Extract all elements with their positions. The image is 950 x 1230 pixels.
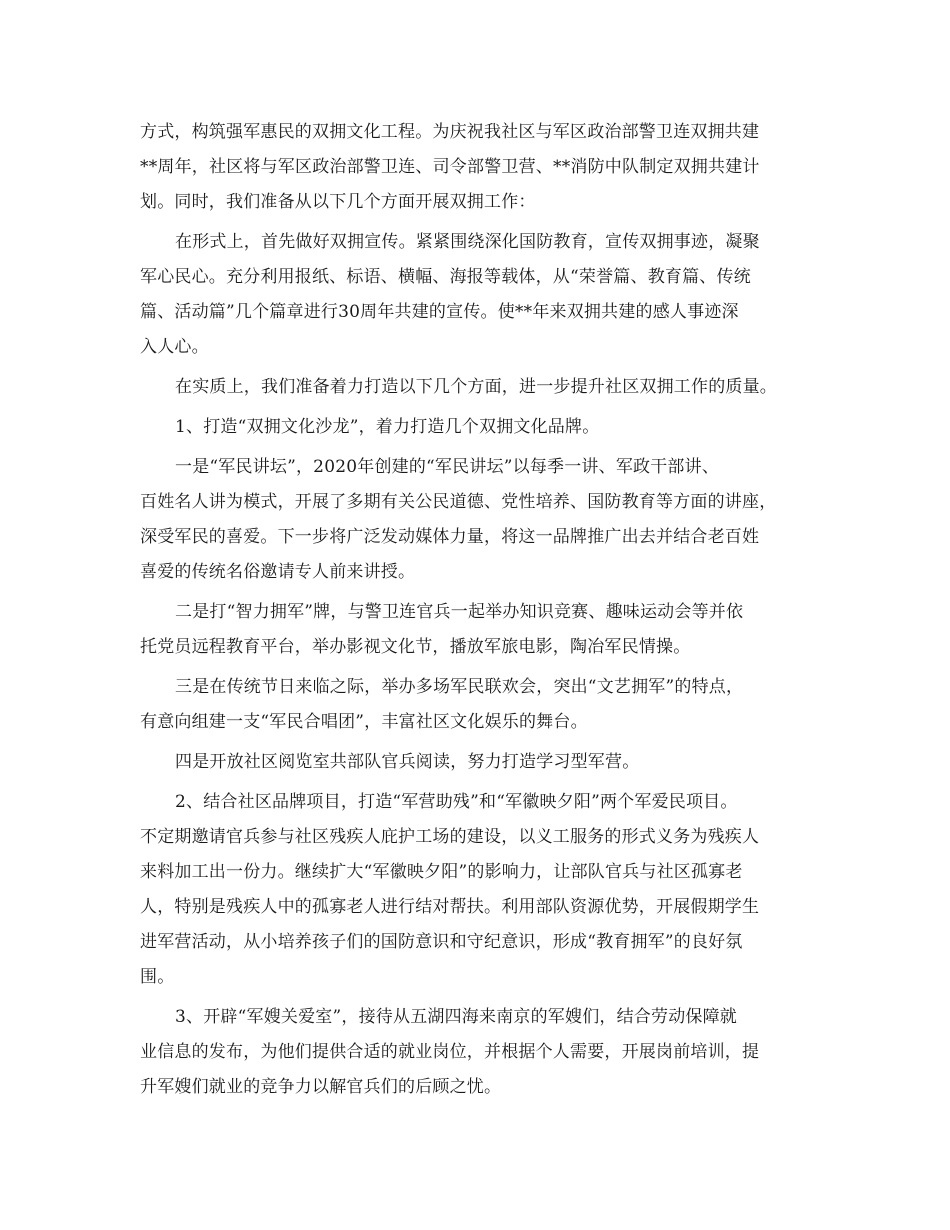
text-line: **周年，社区将与军区政治部警卫连、司令部警卫营、**消防中队制定双拥共建计 xyxy=(140,157,760,177)
text-line: 一是“军民讲坛”，2020年创建的“军民讲坛”以每季一讲、军政干部讲、 xyxy=(175,457,720,477)
text-line: 3、开辟“军嫂关爱室”，接待从五湖四海来南京的军嫂们，结合劳动保障就 xyxy=(175,1007,737,1027)
text-line: 1、打造“双拥文化沙龙”，着力打造几个双拥文化品牌。 xyxy=(175,417,600,437)
text-line: 业信息的发布，为他们提供合适的就业岗位，并根据个人需要，开展岗前培训，提 xyxy=(140,1042,760,1062)
text-line: 在实质上，我们准备着力打造以下几个方面，进一步提升社区双拥工作的质量。 xyxy=(175,377,777,397)
text-line: 人，特别是残疾人中的孤寡老人进行结对帮扶。利用部队资源优势，开展假期学生 xyxy=(140,897,760,917)
text-line: 方式，构筑强军惠民的双拥文化工程。为庆祝我社区与军区政治部警卫连双拥共建 xyxy=(140,122,760,142)
text-line: 百姓名人讲为模式，开展了多期有关公民道德、党性培养、国防教育等方面的讲座， xyxy=(140,492,777,512)
text-line: 有意向组建一支“军民合唱团”，丰富社区文化娱乐的舞台。 xyxy=(140,712,588,732)
text-line: 来料加工出一份力。继续扩大“军徽映夕阳”的影响力，让部队官兵与社区孤寡老 xyxy=(140,862,743,882)
text-line: 在形式上，首先做好双拥宣传。紧紧围绕深化国防教育，宣传双拥事迹，凝聚 xyxy=(175,232,760,252)
text-line: 托党员远程教育平台，举办影视文化节，播放军旅电影，陶冶军民情操。 xyxy=(140,637,691,657)
text-line: 深受军民的喜爱。下一步将广泛发动媒体力量，将这一品牌推广出去并结合老百姓 xyxy=(140,527,760,547)
text-line: 入人心。 xyxy=(140,337,209,357)
text-line: 篇、活动篇”几个篇章进行30周年共建的宣传。使**年来双拥共建的感人事迹深 xyxy=(140,302,739,322)
text-line: 三是在传统节日来临之际，举办多场军民联欢会，突出“文艺拥军”的特点， xyxy=(175,677,744,697)
text-line: 围。 xyxy=(140,967,175,987)
text-line: 喜爱的传统名俗邀请专人前来讲授。 xyxy=(140,562,416,582)
text-line: 进军营活动，从小培养孩子们的国防意识和守纪意识，形成“教育拥军”的良好氛 xyxy=(140,932,743,952)
text-line: 四是开放社区阅览室共部队官兵阅读，努力打造学习型军营。 xyxy=(175,752,640,772)
text-line: 划。同时，我们准备从以下几个方面开展双拥工作： xyxy=(140,192,536,212)
text-line: 不定期邀请官兵参与社区残疾人庇护工场的建设，以义工服务的形式义务为残疾人 xyxy=(140,827,760,847)
text-line: 二是打“智力拥军”牌，与警卫连官兵一起举办知识竞赛、趣味运动会等并依 xyxy=(175,602,744,622)
text-line: 2、结合社区品牌项目，打造“军营助残”和“军徽映夕阳”两个军爱民项目。 xyxy=(175,792,738,812)
text-line: 升军嫂们就业的竞争力以解官兵们的后顾之忧。 xyxy=(140,1077,502,1097)
text-line: 军心民心。充分利用报纸、标语、横幅、海报等载体，从“荣誉篇、教育篇、传统 xyxy=(140,267,751,287)
